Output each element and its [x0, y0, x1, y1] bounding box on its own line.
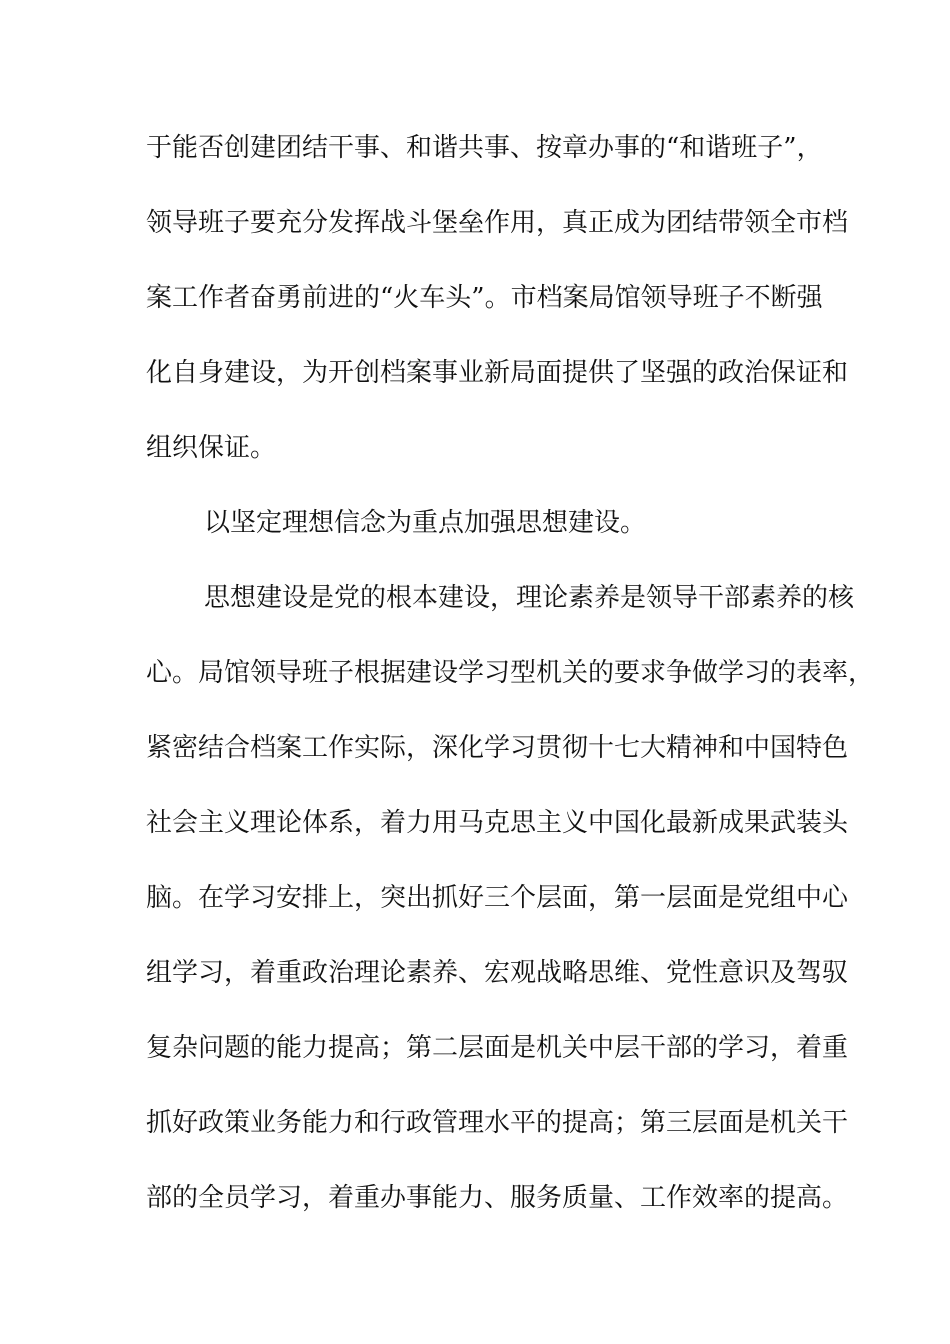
section-heading: 以坚定理想信念为重点加强思想建设。	[204, 508, 647, 538]
text-line: 脑。在学习安排上，突出抓好三个层面，第一层面是党组中心	[146, 883, 849, 913]
text-line: 组学习，着重政治理论素养、宏观战略思维、党性意识及驾驭	[146, 958, 849, 988]
text-line: 领导班子要充分发挥战斗堡垒作用，真正成为团结带领全市档	[146, 208, 849, 238]
text-line: 复杂问题的能力提高；第二层面是机关中层干部的学习，着重	[146, 1033, 849, 1063]
text-line: 化自身建设，为开创档案事业新局面提供了坚强的政治保证和	[146, 358, 849, 388]
text-line: 心。局馆领导班子根据建设学习型机关的要求争做学习的表率，	[146, 658, 875, 688]
text-line: 于能否创建团结干事、和谐共事、按章办事的“和谐班子”，	[146, 133, 823, 163]
document-body	[146, 128, 875, 1253]
text-line: 案工作者奋勇前进的“火车头”。市档案局馆领导班子不断强	[146, 283, 823, 313]
text-line: 社会主义理论体系，着力用马克思主义中国化最新成果武装头	[146, 808, 849, 838]
text-line: 紧密结合档案工作实际，深化学习贯彻十七大精神和中国特色	[146, 733, 849, 763]
text-line: 部的全员学习，着重办事能力、服务质量、工作效率的提高。	[146, 1183, 849, 1213]
text-line: 抓好政策业务能力和行政管理水平的提高；第三层面是机关干	[146, 1108, 849, 1138]
text-line: 组织保证。	[146, 433, 277, 463]
paragraph-start-line: 思想建设是党的根本建设，理论素养是领导干部素养的核	[204, 583, 855, 613]
